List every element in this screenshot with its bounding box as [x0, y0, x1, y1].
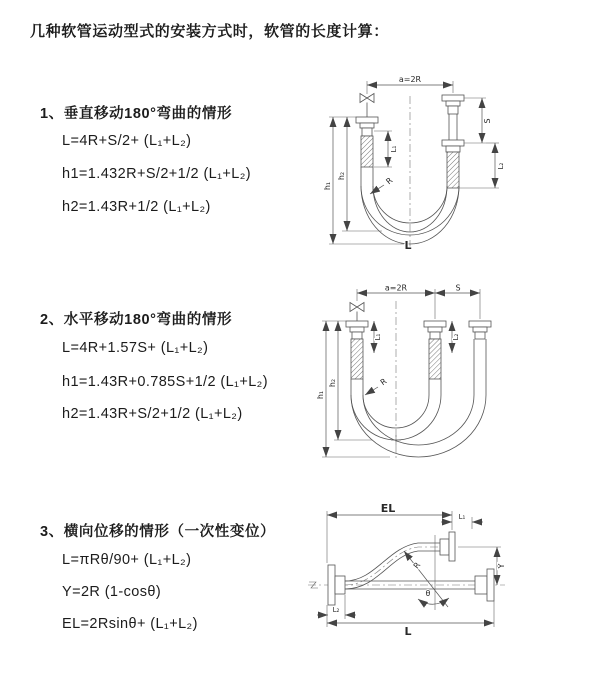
left-flange-fitting [356, 117, 378, 167]
dimension-stroke-S [464, 98, 492, 143]
stroke-label: S [455, 283, 461, 293]
section-3-heading: 3、横向位移的情形（一次性变位） [40, 524, 276, 540]
page-title: 几种软管运动型式的安装方式时，软管的长度计算： [30, 23, 389, 40]
braided-hose-section [361, 136, 373, 167]
l2-label: L₂ [497, 162, 505, 170]
left-flange-fitting [328, 565, 345, 605]
diagram-vertical-180-bend [312, 70, 527, 255]
dimension-l2 [317, 595, 356, 619]
dimension-l1 [374, 131, 398, 167]
l2-label: L₂ [332, 606, 340, 614]
theta-label: θ [425, 589, 431, 598]
right-flange-fitting-moved [469, 321, 491, 363]
dimension-el [327, 502, 452, 563]
diagram-horizontal-180-bend [312, 283, 542, 465]
section-1-formula-h1: h1=1.432R+S/2+1/2 (L₁+L₂) [62, 166, 252, 182]
bottom-tick [391, 435, 401, 445]
hose-u-bend [351, 363, 486, 457]
radius-leader [404, 551, 448, 607]
stroke-label: S [483, 118, 492, 124]
section-3-formula-Y: Y=2R (1-cosθ) [62, 584, 162, 600]
dimension-l2 [452, 321, 460, 353]
y-label: Y [497, 563, 506, 569]
dimension-span [367, 75, 453, 94]
hose-displaced-position [345, 532, 455, 589]
right-flange-fitting [442, 95, 464, 188]
h2-label: h₂ [328, 378, 337, 388]
radius-leader [365, 376, 389, 395]
valve-icon [350, 303, 364, 322]
braided-hose-section [351, 339, 363, 379]
section-1-formula-h2: h2=1.43R+1/2 (L₁+L₂) [62, 199, 211, 215]
dimension-span [357, 284, 480, 320]
dimension-l1 [441, 513, 483, 529]
radius-leader [370, 176, 395, 194]
section-1-heading: 1、垂直移动180°弯曲的情形 [40, 106, 233, 122]
radius-label: R [411, 560, 423, 571]
l1-label: L₁ [390, 145, 398, 153]
h2-label: h₂ [337, 171, 346, 181]
h1-label: h₁ [316, 390, 325, 400]
braided-hose-section [447, 152, 459, 188]
section-2-formula-h1: h1=1.43R+0.785S+1/2 (L₁+L₂) [62, 374, 268, 390]
dimension-h2 [337, 117, 382, 231]
span-label: a=2R [398, 75, 422, 84]
el-label: EL [380, 502, 396, 515]
left-flange-fitting [346, 321, 368, 379]
length-label: L [404, 625, 412, 638]
dimension-h2 [328, 321, 372, 440]
span-label: a=2R [384, 283, 408, 293]
radius-label: R [384, 175, 395, 187]
dimension-l1 [374, 321, 382, 353]
h1-label: h₁ [323, 181, 332, 191]
l2-label: L₂ [452, 333, 460, 341]
radius-label: R [378, 376, 389, 388]
length-label: L [404, 239, 412, 252]
l1-label: L₁ [458, 513, 466, 521]
braided-hose-section [429, 339, 441, 379]
section-2-formula-h2: h2=1.43R+S/2+1/2 (L₁+L₂) [62, 406, 243, 422]
dimension-length [327, 601, 494, 638]
section-1-formula-L: L=4R+S/2+ (L₁+L₂) [62, 133, 192, 149]
section-3-formula-L: L=πRθ/90+ (L₁+L₂) [62, 552, 192, 568]
valve-icon [360, 94, 374, 118]
section-2-formula-L: L=4R+1.57S+ (L₁+L₂) [62, 340, 209, 356]
section-3-formula-EL: EL=2Rsinθ+ (L₁+L₂) [62, 616, 198, 632]
middle-flange-fitting [424, 321, 446, 379]
dimension-l2 [459, 143, 505, 188]
section-2-heading: 2、水平移动180°弯曲的情形 [40, 312, 233, 328]
l1-label: L₁ [374, 333, 382, 341]
diagram-lateral-displacement [300, 502, 590, 645]
